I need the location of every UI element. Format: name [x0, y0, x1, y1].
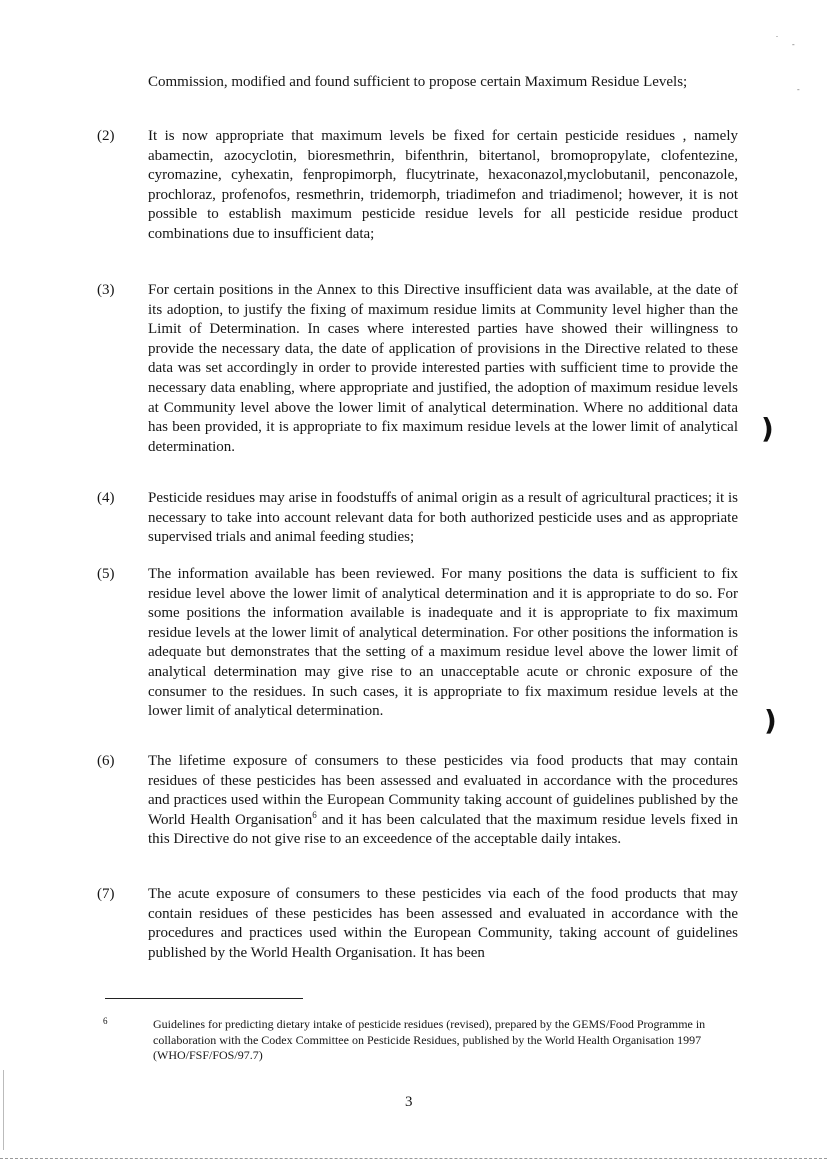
paragraph-7 — [97, 885, 752, 963]
footnote-separator — [105, 998, 303, 999]
page-number: 3 — [405, 1094, 413, 1110]
scan-speck: - — [797, 85, 800, 94]
paragraph-3 — [97, 281, 752, 457]
binder-mark: ) — [761, 412, 774, 445]
paragraph-number: (5) — [97, 566, 115, 582]
footnote-text: Guidelines for predicting dietary intake of pesticide residues (revised), prepared by the GEMS/Food Programme in collaboration with the Codex Committee on Pesticide Residues, published by the World Health Organisation 1997 (WHO/FSF/FOS/97.7) — [153, 1017, 706, 1062]
scan-speck: - — [792, 40, 795, 49]
paragraph-2 — [97, 127, 752, 245]
footnote-reference[interactable]: 6 — [312, 809, 317, 820]
paragraph-text: The acute exposure of consumers to these pesticides via each of the food products that may contain residues of these pesticides has been assessed and evaluated in accordance with the procedures and practices used within the European Community, taking account of guidelines published by the World Health Organisation. It has been — [148, 886, 738, 961]
paragraph-text: It is now appropriate that maximum levels be fixed for certain pesticide residues , namely abamectin, azocyclotin, bioresmethrin, bifenthrin, bitertanol, bromopropylate, clofentezine, cyromazine, cyhexatin, fenpropimorph, flucytrinate, hexaconazol,myclobutanil, penconazole, prochloraz, profenofos, resmethrin, tridemorph, triadimefon and triadimenol; however, it is not possible to establish maximum pesticide residue levels for all pesticide residue product combinations due to insufficient data; — [148, 128, 738, 242]
paragraph-number: (6) — [97, 753, 115, 769]
scan-speck: . — [776, 30, 778, 39]
paragraph-text-before: The lifetime exposure of consumers to these pesticides via food products that may contain residues of these pesticides has been assessed and evaluated in accordance with the procedures and practices used within the European Community taking account of guidelines published by the World Health Organisation — [148, 753, 738, 828]
continuation-paragraph — [148, 73, 738, 93]
paragraph-4 — [97, 489, 752, 548]
scan-edge — [3, 1070, 4, 1150]
paragraph-text-after: and it has been calculated that the maximum residue levels fixed in this Directive do not give rise to an exceedence of the acceptable daily intakes. — [148, 811, 738, 848]
paragraph-text: Pesticide residues may arise in foodstuffs of animal origin as a result of agricultural practices; it is necessary to take into account relevant data for both authorized pesticide uses and as appropriate supervised trials and animal feeding studies; — [148, 490, 738, 546]
paragraph-number: (7) — [97, 886, 115, 902]
scan-edge-bottom — [0, 1158, 827, 1159]
paragraph-5 — [97, 565, 752, 722]
paragraph-text — [148, 752, 738, 850]
paragraph-number: (2) — [97, 128, 115, 144]
paragraph-6 — [97, 752, 752, 850]
paragraph-text: For certain positions in the Annex to this Directive insufficient data was available, at the date of its adoption, to justify the fixing of maximum residue limits at Community level higher than the Limit of Determination. In cases where interested parties have showed their willingness to provide the necessary data, the date of application of provisions in the Directive related to these data was set accordingly in order to provide interested parties with sufficient time to provide the necessary data enabling, where appropriate and justified, the adoption of maximum residue levels at Community level above the lower limit of analytical determination. Where no additional data has been provided, it is appropriate to fix maximum residue levels at the lower limit of analytical determination. — [148, 282, 738, 455]
continuation-text: Commission, modified and found sufficient to propose certain Maximum Residue Levels; — [148, 74, 688, 90]
paragraph-number: (4) — [97, 490, 115, 506]
binder-mark: ) — [764, 704, 777, 737]
footnote-mark: 6 — [103, 1016, 108, 1026]
paragraph-text: The information available has been reviewed. For many positions the data is sufficient to fix residue level above the lower limit of analytical determination and it is appropriate to do so. For some positions the information available is inadequate and it is appropriate to fix maximum residue levels at the lower limit of analytical determination. For other positions the information is adequate but demonstrates that the setting of a maximum residue level above the lower limit of analytical determination may give rise to an unacceptable acute or chronic exposure of the consumer to the residues. In such cases, it is appropriate to fix maximum residue levels at the lower limit of analytical determination. — [148, 566, 738, 720]
paragraph-number: (3) — [97, 282, 115, 298]
